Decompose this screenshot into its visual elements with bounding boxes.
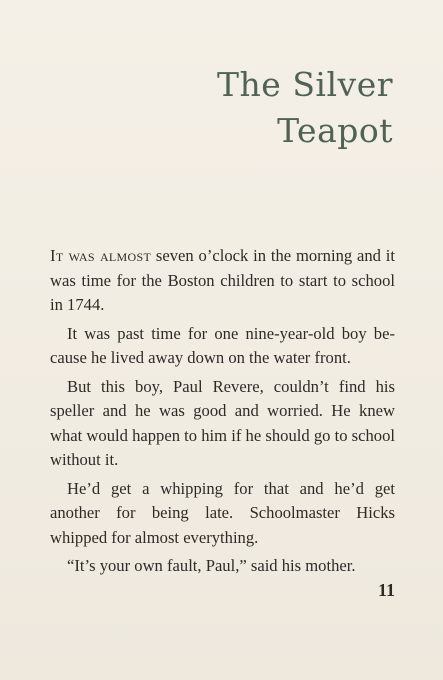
paragraph-3: But this boy, Paul Revere, couldn’t find his speller and he was good and worried. He knew what would happen to him if he should go to school without it. bbox=[50, 376, 395, 469]
page-number: 11 bbox=[377, 580, 395, 600]
opening-small-caps: It was almost bbox=[50, 246, 152, 265]
chapter-title-line-2: Teapot bbox=[277, 111, 393, 150]
paragraph-1 bbox=[50, 244, 395, 318]
paragraph-5: “It’s your own fault, Paul,” said his mother. bbox=[67, 556, 356, 575]
chapter-title-line-1: The Silver bbox=[217, 65, 393, 104]
chapter-body bbox=[50, 244, 395, 583]
chapter-title bbox=[217, 62, 393, 154]
paragraph-1-text: seven o’clock in the morning and it was time for the Boston children to start to school in 1744. bbox=[50, 246, 396, 314]
paragraph-2: It was past time for one nine-year-old boy because he lived away down on the water front. bbox=[50, 323, 395, 367]
paragraph-4: He’d get a whipping for that and he’d get another for being late. Schoolmaster Hicks whipped for almost everything. bbox=[50, 478, 395, 547]
